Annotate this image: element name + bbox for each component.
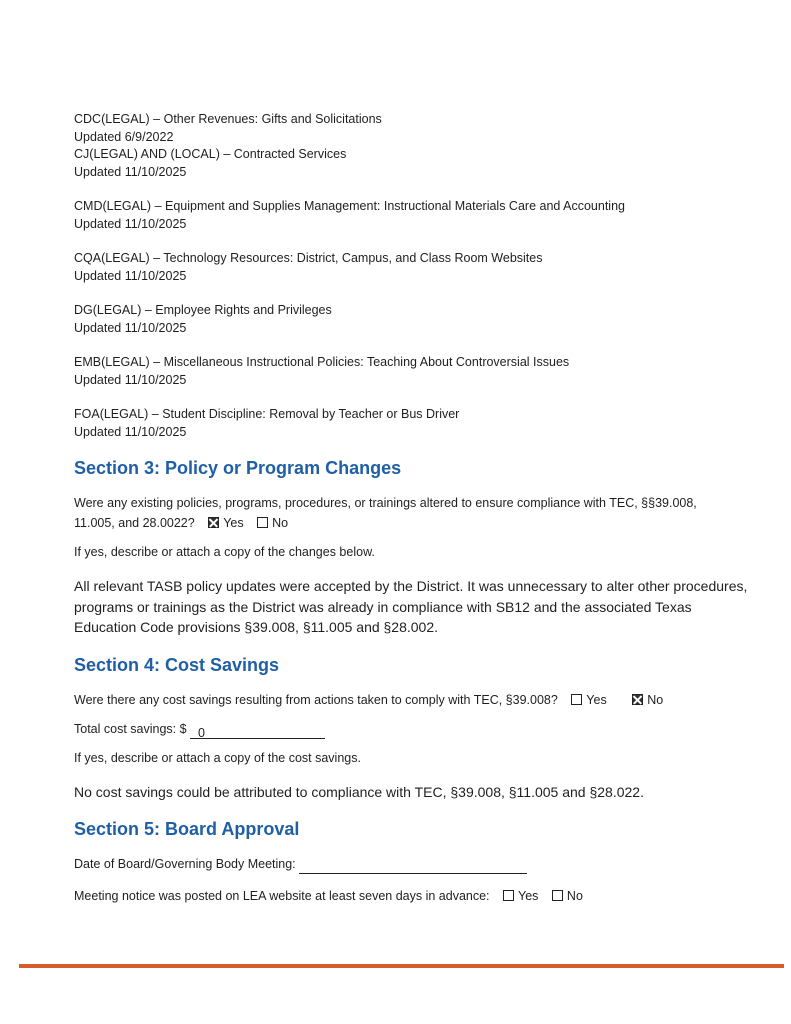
policy-updated: Updated 11/10/2025 bbox=[74, 320, 187, 335]
section-5-no-label: No bbox=[566, 889, 583, 903]
policy-title: CDC(LEGAL) – Other Revenues: Gifts and Solicitations bbox=[74, 112, 382, 126]
section-5-heading: Section 5: Board Approval bbox=[74, 819, 300, 839]
section-5-meeting-date-field[interactable] bbox=[299, 858, 527, 874]
section-5-notice-row bbox=[74, 886, 754, 906]
section-4-question: Were there any cost savings resulting from actions taken to comply with TEC, §39.008? bbox=[74, 692, 558, 707]
section-3-yes-checkbox[interactable] bbox=[208, 517, 219, 528]
policy-updated: Updated 11/10/2025 bbox=[74, 372, 187, 387]
policy-title: EMB(LEGAL) – Miscellaneous Instructional Policies: Teaching About Controversial Issues bbox=[74, 355, 570, 369]
policy-updated: Updated 11/10/2025 bbox=[74, 268, 187, 283]
policy-updated: Updated 11/10/2025 bbox=[74, 424, 187, 439]
document-content bbox=[74, 111, 754, 906]
section-5-meeting-date-row bbox=[74, 854, 754, 874]
policy-title: FOA(LEGAL) – Student Discipline: Removal by Teacher or Bus Driver bbox=[74, 407, 460, 421]
section-4-question-row bbox=[74, 690, 754, 710]
section-4-yes-label: Yes bbox=[586, 692, 607, 707]
policy-entry bbox=[74, 406, 754, 441]
section-5-yes-checkbox[interactable] bbox=[503, 890, 514, 901]
section-3-no-label: No bbox=[272, 516, 289, 530]
policy-entry bbox=[74, 198, 754, 233]
section-4-heading: Section 4: Cost Savings bbox=[74, 654, 280, 675]
section-3-question bbox=[74, 493, 754, 533]
policy-updated: Updated 11/10/2025 bbox=[74, 164, 187, 179]
section-3-response: All relevant TASB policy updates were accepted by the District. It was unnecessary to alter other procedures, programs or trainings as the District was already in compliance with SB12 and the associated Texas Education Code provisions §39.008, §11.005 and §28.002. bbox=[74, 578, 748, 635]
section-4-yes-checkbox[interactable] bbox=[571, 694, 582, 705]
section-5-meeting-date-value bbox=[299, 861, 307, 875]
section-3-yes-label: Yes bbox=[223, 516, 244, 530]
section-3-instruction: If yes, describe or attach a copy of the changes below. bbox=[74, 545, 375, 559]
footer-rule bbox=[19, 964, 784, 968]
section-5-notice-question: Meeting notice was posted on LEA website at least seven days in advance: bbox=[74, 889, 490, 903]
policy-updated: Updated 11/10/2025 bbox=[74, 216, 187, 231]
section-4-total-label: Total cost savings: $ bbox=[74, 721, 187, 736]
policy-entry bbox=[74, 302, 754, 337]
section-3-heading: Section 3: Policy or Program Changes bbox=[74, 458, 402, 478]
policy-title: CJ(LEGAL) AND (LOCAL) – Contracted Services bbox=[74, 147, 347, 161]
section-5-no-checkbox[interactable] bbox=[552, 890, 563, 901]
section-5-meeting-date-label: Date of Board/Governing Body Meeting: bbox=[74, 857, 296, 871]
policy-entry bbox=[74, 354, 754, 389]
policy-list bbox=[74, 111, 754, 441]
policy-updated: Updated 6/9/2022 bbox=[74, 129, 174, 144]
section-4-total-value: 0 bbox=[198, 725, 205, 740]
section-3-question-line-2-row bbox=[74, 513, 754, 533]
section-3-no-checkbox[interactable] bbox=[257, 517, 268, 528]
section-4-no-checkbox[interactable] bbox=[632, 694, 643, 705]
policy-title: CMD(LEGAL) – Equipment and Supplies Management: Instructional Materials Care and Accounting bbox=[74, 199, 625, 213]
section-4-response: No cost savings could be attributed to compliance with TEC, §39.008, §11.005 and §28.022. bbox=[74, 783, 644, 800]
policy-entry bbox=[74, 250, 754, 285]
policy-title: DG(LEGAL) – Employee Rights and Privileges bbox=[74, 303, 332, 317]
policy-entry bbox=[74, 111, 754, 146]
policy-entry bbox=[74, 146, 754, 181]
section-3-question-line-1: Were any existing policies, programs, procedures, or trainings altered to ensure compliance with TEC, §§39.008, bbox=[74, 496, 697, 510]
section-4-total-field[interactable] bbox=[190, 723, 325, 739]
policy-title: CQA(LEGAL) – Technology Resources: District, Campus, and Class Room Websites bbox=[74, 251, 543, 265]
section-3-question-line-2: 11.005, and 28.0022? bbox=[74, 516, 195, 530]
section-4-total-row bbox=[74, 719, 754, 739]
section-5-yes-label: Yes bbox=[518, 889, 539, 903]
section-4-no-label: No bbox=[647, 692, 664, 707]
section-4-instruction: If yes, describe or attach a copy of the cost savings. bbox=[74, 750, 361, 765]
